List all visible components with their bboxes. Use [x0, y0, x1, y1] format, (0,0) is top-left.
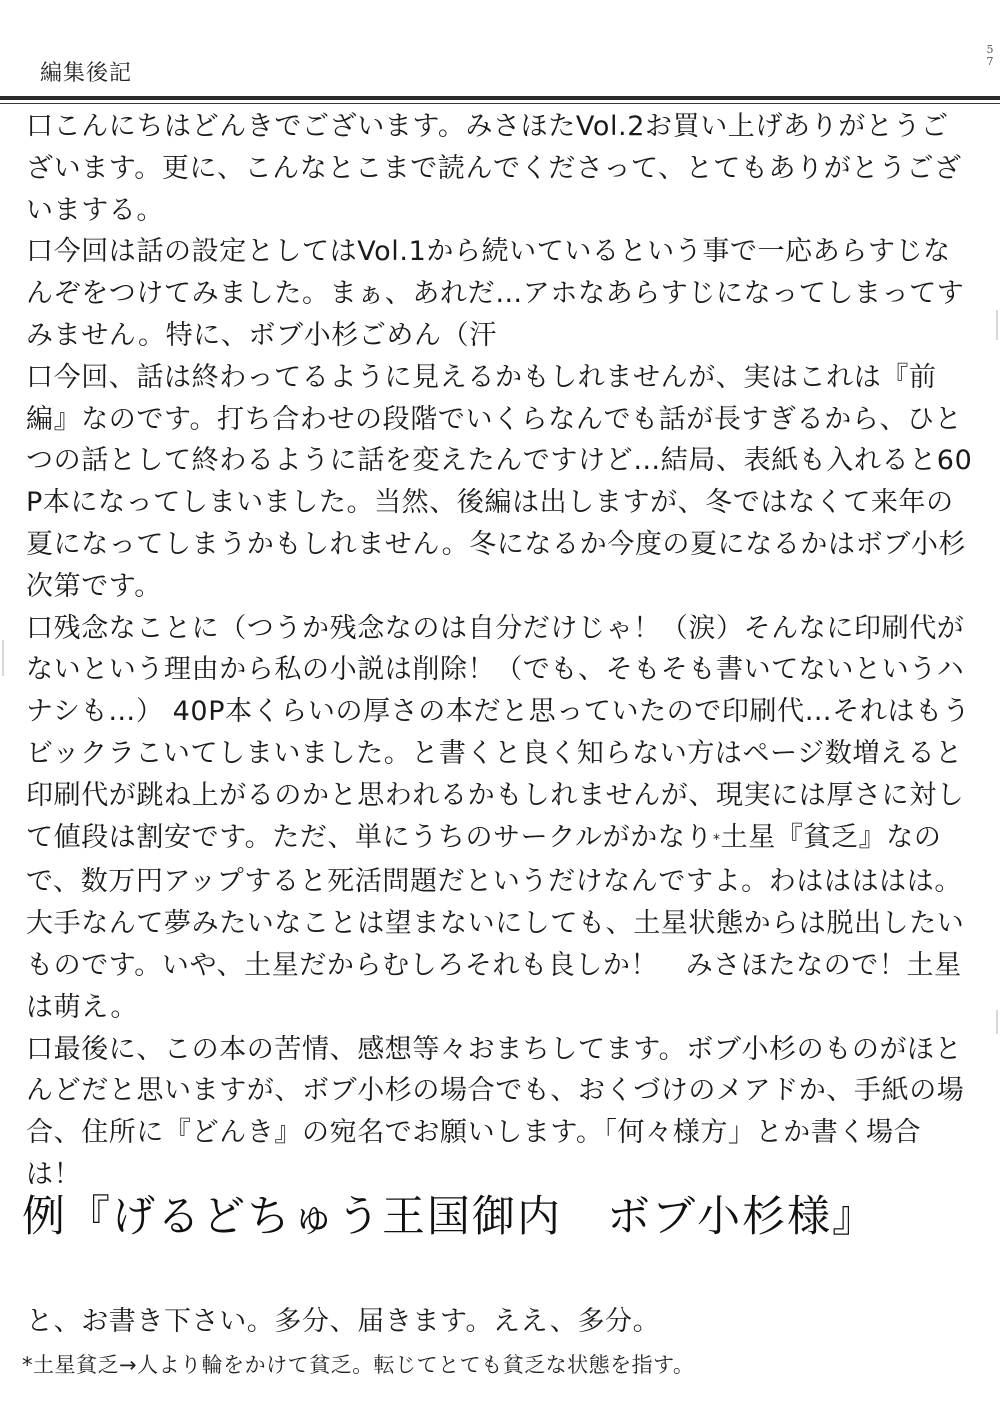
bullet-square: 口 — [26, 111, 54, 142]
page-header-title: 編集後記 — [40, 61, 133, 86]
paragraph-printing-cost — [26, 608, 974, 1029]
bullet-square: 口 — [26, 361, 54, 393]
header-rule-thick — [0, 96, 1000, 100]
address-example: 例『げるどちゅう王国御内 ボブ小杉様』 — [22, 1192, 877, 1242]
bullet-square: 口 — [26, 236, 54, 268]
paragraph-feedback — [26, 1029, 974, 1196]
paragraph-text-after-mark: 土星『貧乏』なので、数万円アップすると死活問題だというだけなんですよ。わははははは。大手なんて夢みたいなことは望まないにしても、土星状態からは脱出したいものです。いや、土星だからむしろそれも良しか！ みさほたなので！土星は萌え。 — [26, 821, 965, 1023]
paragraph-synopsis — [26, 231, 974, 356]
paragraph-text: こんにちはどんきでございます。みさほたVol.2お買い上げありがとうございます。更に、こんなとこまで読んでくださって、とてもありがとうございまする。 — [26, 111, 962, 226]
margin-scan-mark — [996, 310, 998, 340]
footnote: *土星貧乏→人より輪をかけて貧乏。転じてとても貧乏な状態を指す。 — [22, 1353, 695, 1377]
margin-scan-mark — [2, 640, 4, 676]
closing-line: と、お書き下さい。多分、届きます。ええ、多分。 — [26, 1306, 661, 1337]
footnote-mark: * — [713, 831, 721, 848]
bullet-square: 口 — [26, 612, 54, 644]
paragraph-text-before-mark: 残念なことに（つうか残念なのは自分だけじゃ！（涙）そんなに印刷代がないという理由から私の小説は削除！（でも、そもそも書いてないというハナシも…） 40P本くらいの厚さの本だと思っていたので印刷代…それはもうビックラこいてしまいました。と書くと良く知らない方はページ数増えると印刷代が跳ね上がるのかと思われるかもしれませんが、現実には厚さに対して値段は割安です。ただ、単にうちのサークルがかなり — [26, 612, 971, 853]
bullet-square: 口 — [26, 1033, 54, 1065]
paragraph-first-part — [26, 357, 974, 608]
paragraph-greeting — [26, 106, 974, 231]
header-rule-thin — [0, 103, 1000, 104]
paragraph-text: 今回、話は終わってるように見えるかもしれませんが、実はこれは『前編』なのです。打ち合わせの段階でいくらなんでも話が長すぎるから、ひとつの話として終わるように話を変えたんですけど…結局、表紙も入れると60P本になってしまいました。当然、後編は出しますが、冬ではなくて来年の夏になってしまうかもしれません。冬になるか今度の夏になるかはボブ小杉次第です。 — [26, 361, 973, 602]
paragraph-text: 今回は話の設定としてはVol.1から続いているという事で一応あらすじなんぞをつけてみました。まぁ、あれだ…アホなあらすじになってしまってすみません。特に、ボブ小杉ごめん（汗 — [26, 236, 965, 351]
page-number — [984, 44, 996, 68]
afterword-body — [26, 106, 974, 1196]
margin-scan-mark — [996, 1010, 998, 1034]
page-number-digit-top: 5 — [986, 43, 994, 56]
paragraph-text: 最後に、この本の苦情、感想等々おまちしてます。ボブ小杉のものがほとんどだと思いますが、ボブ小杉の場合でも、おくづけのメアドか、手紙の場合、住所に『どんき』の宛名でお願いします。「何々様方」とか書く場合は！ — [26, 1033, 965, 1190]
page-number-digit-bottom: 7 — [986, 55, 994, 68]
